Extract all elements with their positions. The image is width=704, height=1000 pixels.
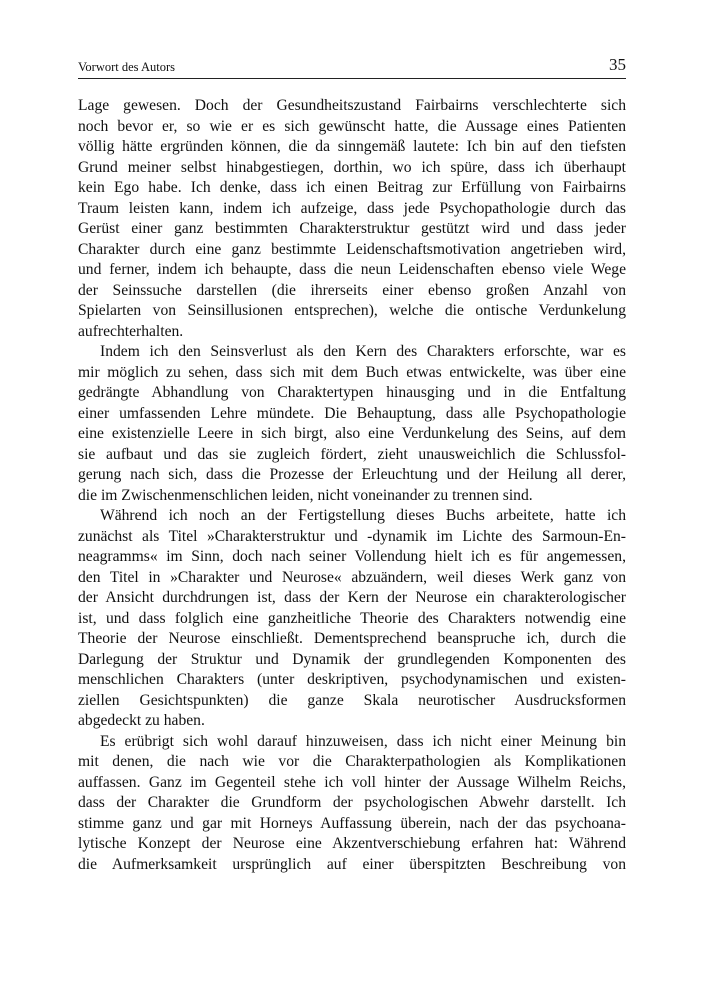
text-line: zunächst als Titel »Charakterstruktur und -dynamik im Lichte des Sarmoun-En- [78,527,626,545]
text-line: Charakter durch eine ganz bestimmte Leidenschaftsmotivation angetrieben wird, [78,240,626,258]
text-line: den Titel in »Charakter und Neurose« abzuändern, weil dieses Werk ganz von [78,568,626,586]
paragraph [78,732,626,876]
body-text [78,96,626,875]
text-line: ist, und dass folglich eine ganzheitliche Theorie des Charakters notwendig eine [78,609,626,627]
text-line: abgedeckt zu haben. [78,712,205,729]
text-line: dass der Charakter die Grundform der psychologischen Abwehr darstellt. Ich [78,794,626,811]
text-line: der Ansicht durchdrungen ist, dass der Kern der Neurose ein charakterologischer [78,589,626,606]
text-line: Gerüst einer ganz bestimmten Charakterstruktur gestützt wird und dass jeder [78,220,626,237]
text-line: eine existenzielle Leere in sich birgt, also eine Verdunkelung des Seins, auf dem [78,425,626,442]
running-header [78,56,626,76]
text-line: sie aufbaut und das sie zugleich fördert, zieht unausweichlich die Schlussfol- [78,445,626,463]
text-line: mit denen, die nach wie vor die Charakterpathologien als Komplikationen [78,753,626,770]
text-line: ziellen Gesichtspunkten) die ganze Skala neurotischer Ausdrucksformen [78,691,626,709]
text-line: völlig hätte ergründen können, die da sinngemäß lautete: Ich bin auf den tiefsten [78,138,626,155]
text-line: der Seinssuche darstellen (die ihrerseits einer ebenso großen Anzahl von [78,281,626,299]
text-line: und ferner, indem ich behaupte, dass die neun Leidenschaften ebenso viele Wege [78,261,626,278]
text-line: die im Zwischenmenschlichen leiden, nicht voneinander zu trennen sind. [78,486,533,504]
text-line: Es erübrigt sich wohl darauf hinzuweisen, dass ich nicht einer Meinung bin [100,732,626,750]
text-line: mir möglich zu sehen, dass sich mit dem Buch etwas entwickelte, was über eine [78,363,626,381]
text-line: die Aufmerksamkeit ursprünglich auf einer überspitzten Beschreibung von [78,855,626,873]
text-line: Spielarten von Seinsillusionen entsprechen), welche die ontische Verdunkelung [78,302,626,319]
text-line: gerung nach sich, dass die Prozesse der Erleuchtung und der Heilung all derer, [78,466,626,483]
text-line: lytische Konzept der Neurose eine Akzentverschiebung erfahren hat: Während [78,835,626,852]
paragraph [78,506,626,732]
text-line: gedrängte Abhandlung von Charaktertypen hinausging und in die Entfaltung [78,384,626,401]
text-line: stimme ganz und gar mit Horneys Auffassung überein, nach der das psychoana- [78,814,626,832]
text-line: Grund meiner selbst hinabgestiegen, dorthin, wo ich spüre, dass ich überhaupt [78,158,626,176]
text-line: Darlegung der Struktur und Dynamik der grundlegenden Komponenten des [78,650,626,668]
text-line: kein Ego habe. Ich denke, dass ich einen Beitrag zur Erfüllung von Fairbairns [78,179,626,196]
chapter-title: Vorwort des Autors [78,60,175,74]
text-line: Theorie der Neurose einschließt. Dementsprechend beanspruche ich, durch die [78,630,626,647]
text-line: Während ich noch an der Fertigstellung dieses Buchs arbeitete, hatte ich [100,507,626,524]
text-line: Indem ich den Seinsverlust als den Kern des Charakters erforschte, war es [100,343,626,360]
text-line: auffassen. Ganz im Gegenteil stehe ich voll hinter der Aussage Wilhelm Reichs, [78,773,626,791]
page-number: 35 [609,55,626,74]
text-line: einer umfassenden Lehre mündete. Die Behauptung, dass alle Psychopathologie [78,404,626,422]
paragraph [78,342,626,506]
paragraph [78,96,626,342]
text-line: Lage gewesen. Doch der Gesundheitszustand Fairbairns verschlechterte sich [78,97,626,114]
text-line: noch bevor er, so wie er es sich gewünscht hatte, die Aussage eines Patienten [78,117,626,135]
header-rule [78,78,626,79]
text-line: menschlichen Charakters (unter deskriptiven, psychodynamischen und existen- [78,671,626,688]
text-line: aufrechterhalten. [78,322,184,340]
text-line: Traum leisten kann, indem ich aufzeige, dass jede Psychopathologie durch das [78,199,626,217]
text-line: neagramms« im Sinn, doch nach seiner Vollendung hielt ich es für angemessen, [78,548,626,565]
